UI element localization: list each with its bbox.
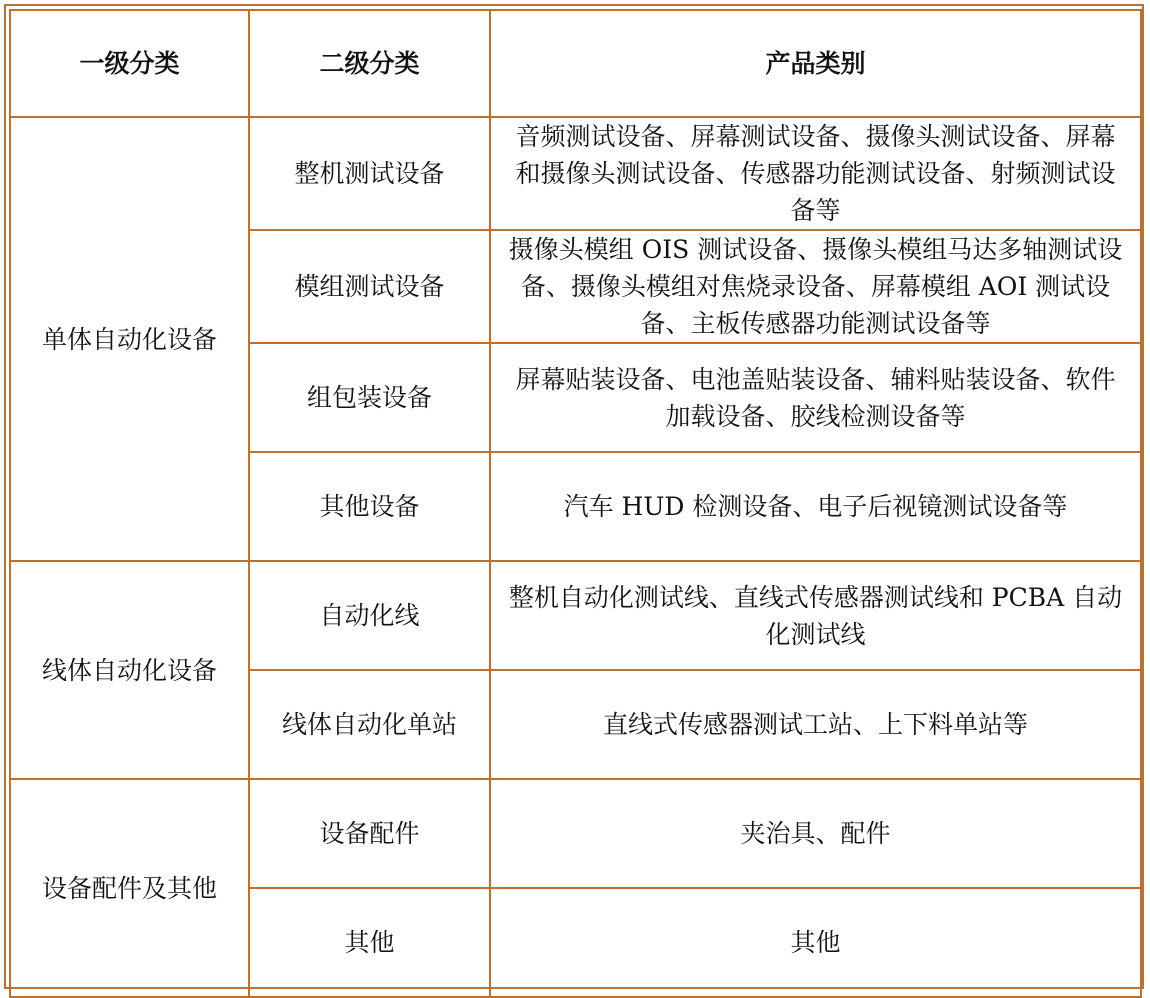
- products-cell: 摄像头模组 OIS 测试设备、摄像头模组马达多轴测试设备、摄像头模组对焦烧录设备、屏幕模组 AOI 测试设备、主板传感器功能测试设备等: [490, 230, 1141, 343]
- level2-cell: 组包装设备: [249, 343, 490, 452]
- product-category-table: [9, 9, 1142, 998]
- level1-cell: 设备配件及其他: [10, 779, 249, 997]
- header-level1-category: 一级分类: [10, 10, 249, 117]
- level1-cell: 线体自动化设备: [10, 561, 249, 779]
- level2-cell: 其他设备: [249, 452, 490, 561]
- table-row: [10, 779, 1141, 888]
- header-level2-category: 二级分类: [249, 10, 490, 117]
- level2-cell: 线体自动化单站: [249, 670, 490, 779]
- level2-cell: 模组测试设备: [249, 230, 490, 343]
- header-product-category: 产品类别: [490, 10, 1141, 117]
- table-row: [10, 117, 1141, 230]
- products-cell: 直线式传感器测试工站、上下料单站等: [490, 670, 1141, 779]
- level2-cell: 自动化线: [249, 561, 490, 670]
- products-cell: 整机自动化测试线、直线式传感器测试线和 PCBA 自动化测试线: [490, 561, 1141, 670]
- products-cell: 音频测试设备、屏幕测试设备、摄像头测试设备、屏幕和摄像头测试设备、传感器功能测试设备、射频测试设备等: [490, 117, 1141, 230]
- products-cell: 汽车 HUD 检测设备、电子后视镜测试设备等: [490, 452, 1141, 561]
- level2-cell: 设备配件: [249, 779, 490, 888]
- table-header-row: [10, 10, 1141, 117]
- level2-cell: 其他: [249, 888, 490, 997]
- products-cell: 屏幕贴装设备、电池盖贴装设备、辅料贴装设备、软件加载设备、胶线检测设备等: [490, 343, 1141, 452]
- level2-cell: 整机测试设备: [249, 117, 490, 230]
- table-row: [10, 561, 1141, 670]
- products-cell: 夹治具、配件: [490, 779, 1141, 888]
- products-cell: 其他: [490, 888, 1141, 997]
- level1-cell: 单体自动化设备: [10, 117, 249, 561]
